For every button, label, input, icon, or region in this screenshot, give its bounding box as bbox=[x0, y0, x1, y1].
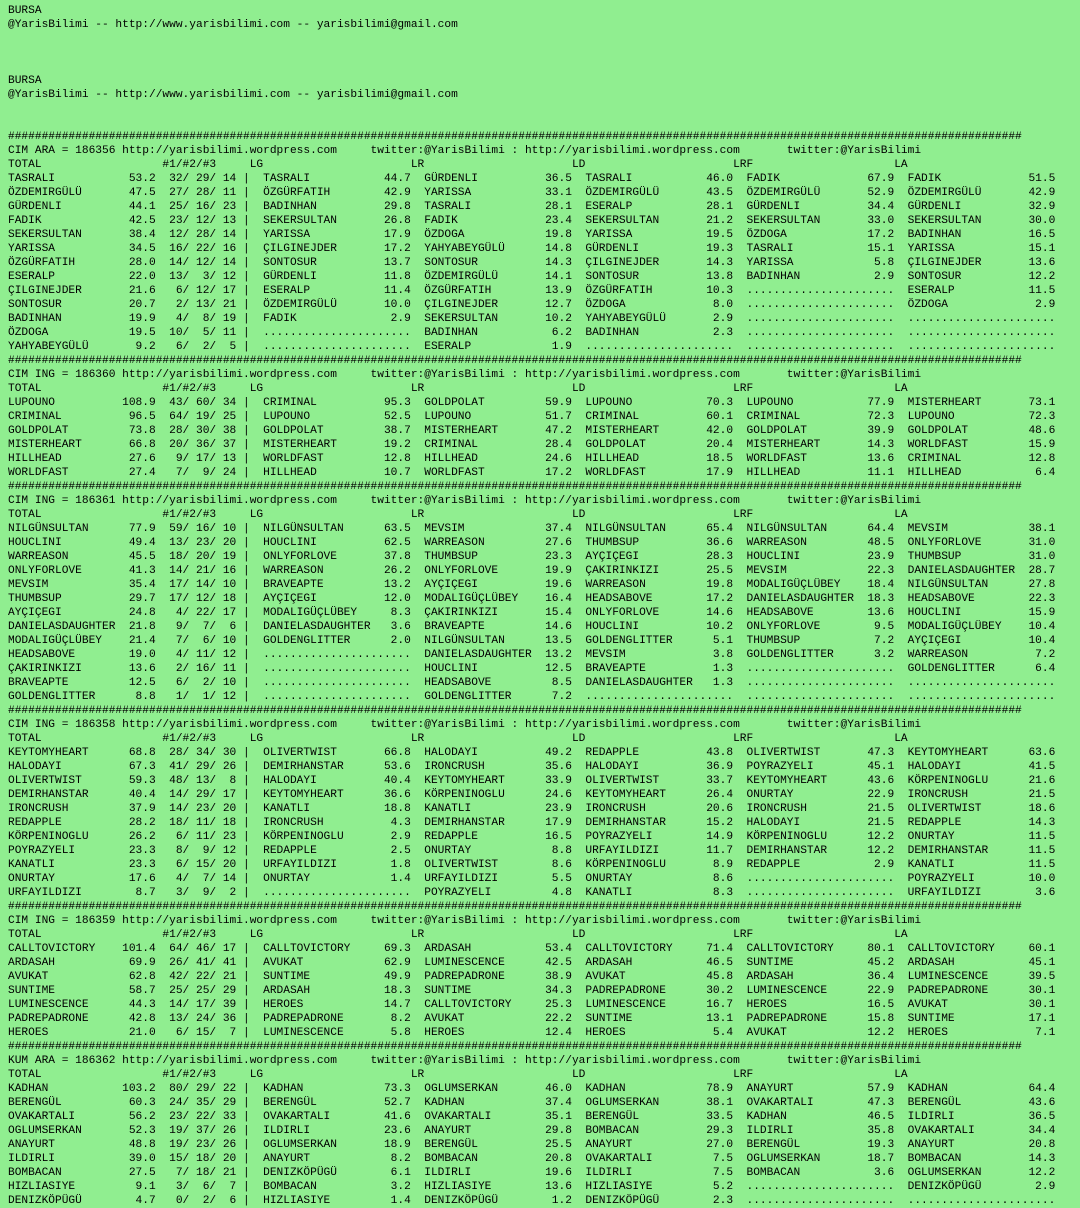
text-line: LUMINESCENCE 44.3 14/ 17/ 39 | HEROES 14.7 CALLTOVICTORY 25.3 LUMINESCENCE 16.7 HEROES 16.5 AVUKAT 30.1 bbox=[8, 999, 1056, 1011]
text-line: BURSA bbox=[8, 5, 42, 17]
text-line: ####################################################################################################################################################### bbox=[8, 355, 1022, 367]
text-line: BERENGÜL 60.3 24/ 35/ 29 | BERENGÜL 52.7 KADHAN 37.4 OGLUMSERKAN 38.1 OVAKARTALI 47.3 BERENGÜL 43.6 bbox=[8, 1097, 1056, 1109]
text-line: KUM ARA = 186362 http://yarisbilimi.wordpress.com twitter:@YarisBilimi : http://yarisbilimi.wordpress.com twitter:@YarisBilimi bbox=[8, 1055, 922, 1067]
text-line: KADHAN 103.2 80/ 29/ 22 | KADHAN 73.3 OGLUMSERKAN 46.0 KADHAN 78.9 ANAYURT 57.9 KADHAN 64.4 bbox=[8, 1083, 1056, 1095]
text-line: TOTAL #1/#2/#3 LG LR LD LRF LA bbox=[8, 929, 908, 941]
text-line: DANIELASDAUGHTER 21.8 9/ 7/ 6 | DANIELASDAUGHTER 3.6 BRAVEAPTE 14.6 HOUCLINI 10.2 ONLYFORLOVE 9.5 MODALIGÜÇLÜBEY 10.4 bbox=[8, 621, 1056, 633]
text-line: NILGÜNSULTAN 77.9 59/ 16/ 10 | NILGÜNSULTAN 63.5 MEVSIM 37.4 NILGÜNSULTAN 65.4 NILGÜNSULTAN 64.4 MEVSIM 38.1 bbox=[8, 523, 1056, 535]
text-line: AYÇIÇEGI 24.8 4/ 22/ 17 | MODALIGÜÇLÜBEY 8.3 ÇAKIRINKIZI 15.4 ONLYFORLOVE 14.6 HEADSABOVE 13.6 HOUCLINI 15.9 bbox=[8, 607, 1056, 619]
text-line: SONTOSUR 20.7 2/ 13/ 21 | ÖZDEMIRGÜLÜ 10.0 ÇILGINEJDER 12.7 ÖZDOGA 8.0 ...................... ÖZDOGA 2.9 bbox=[8, 299, 1056, 311]
text-line: BOMBACAN 27.5 7/ 18/ 21 | DENIZKÖPÜGÜ 6.1 ILDIRLI 19.6 ILDIRLI 7.5 BOMBACAN 3.6 OGLUMSERKAN 12.2 bbox=[8, 1167, 1056, 1179]
text-line bbox=[8, 46, 1080, 60]
text-line: MEVSIM 35.4 17/ 14/ 10 | BRAVEAPTE 13.2 AYÇIÇEGI 19.6 WARREASON 19.8 MODALIGÜÇLÜBEY 18.4 NILGÜNSULTAN 27.8 bbox=[8, 579, 1056, 591]
text-line: HALODAYI 67.3 41/ 29/ 26 | DEMIRHANSTAR 53.6 IRONCRUSH 35.6 HALODAYI 36.9 POYRAZYELI 45.1 HALODAYI 41.5 bbox=[8, 761, 1056, 773]
text-line: CALLTOVICTORY 101.4 64/ 46/ 17 | CALLTOVICTORY 69.3 ARDASAH 53.4 CALLTOVICTORY 71.4 CALLTOVICTORY 80.1 CALLTOVICTORY 60.1 bbox=[8, 943, 1056, 955]
text-line: AVUKAT 62.8 42/ 22/ 21 | SUNTIME 49.9 PADREPADRONE 38.9 AVUKAT 45.8 ARDASAH 36.4 LUMINESCENCE 39.5 bbox=[8, 971, 1056, 983]
text-line: PADREPADRONE 42.8 13/ 24/ 36 | PADREPADRONE 8.2 AVUKAT 22.2 SUNTIME 13.1 PADREPADRONE 15.8 SUNTIME 17.1 bbox=[8, 1013, 1056, 1025]
text-line: @YarisBilimi -- http://www.yarisbilimi.com -- yarisbilimi@gmail.com bbox=[8, 89, 458, 101]
text-line: FADIK 42.5 23/ 12/ 13 | SEKERSULTAN 26.8 FADIK 23.4 SEKERSULTAN 21.2 SEKERSULTAN 33.0 SEKERSULTAN 30.0 bbox=[8, 215, 1056, 227]
text-line bbox=[8, 116, 1080, 130]
text-line: ####################################################################################################################################################### bbox=[8, 901, 1022, 913]
text-line: OLIVERTWIST 59.3 48/ 13/ 8 | HALODAYI 40.4 KEYTOMYHEART 33.9 OLIVERTWIST 33.7 KEYTOMYHEART 43.6 KÖRPENINOGLU 21.6 bbox=[8, 775, 1056, 787]
text-line: ####################################################################################################################################################### bbox=[8, 481, 1022, 493]
text-line: ILDIRLI 39.0 15/ 18/ 20 | ANAYURT 8.2 BOMBACAN 20.8 OVAKARTALI 7.5 OGLUMSERKAN 18.7 BOMBACAN 14.3 bbox=[8, 1153, 1056, 1165]
text-line: ESERALP 22.0 13/ 3/ 12 | GÜRDENLI 11.8 ÖZDEMIRGÜLÜ 14.1 SONTOSUR 13.8 BADINHAN 2.9 SONTOSUR 12.2 bbox=[8, 271, 1056, 283]
text-line: SEKERSULTAN 38.4 12/ 28/ 14 | YARISSA 17.9 ÖZDOGA 19.8 YARISSA 19.5 ÖZDOGA 17.2 BADINHAN 16.5 bbox=[8, 229, 1056, 241]
text-line: ÖZDEMIRGÜLÜ 47.5 27/ 28/ 11 | ÖZGÜRFATIH 42.9 YARISSA 33.1 ÖZDEMIRGÜLÜ 43.5 ÖZDEMIRGÜLÜ 52.9 ÖZDEMIRGÜLÜ 42.9 bbox=[8, 187, 1056, 199]
text-line: TOTAL #1/#2/#3 LG LR LD LRF LA bbox=[8, 509, 908, 521]
text-line: CIM ING = 186359 http://yarisbilimi.wordpress.com twitter:@YarisBilimi : http://yarisbilimi.wordpress.com twitter:@YarisBilimi bbox=[8, 915, 922, 927]
text-line: DEMIRHANSTAR 40.4 14/ 29/ 17 | KEYTOMYHEART 36.6 KÖRPENINOGLU 24.6 KEYTOMYHEART 26.4 ONURTAY 22.9 IRONCRUSH 21.5 bbox=[8, 789, 1056, 801]
text-line: ÖZDOGA 19.5 10/ 5/ 11 | ...................... BADINHAN 6.2 BADINHAN 2.3 ...................... ...................... bbox=[8, 327, 1056, 339]
text-line: OGLUMSERKAN 52.3 19/ 37/ 26 | ILDIRLI 23.6 ANAYURT 29.8 BOMBACAN 29.3 ILDIRLI 35.8 OVAKARTALI 34.4 bbox=[8, 1125, 1056, 1137]
text-line: CIM ING = 186361 http://yarisbilimi.wordpress.com twitter:@YarisBilimi : http://yarisbilimi.wordpress.com twitter:@YarisBilimi bbox=[8, 495, 922, 507]
text-line: @YarisBilimi -- http://www.yarisbilimi.com -- yarisbilimi@gmail.com bbox=[8, 19, 458, 31]
text-line: TOTAL #1/#2/#3 LG LR LD LRF LA bbox=[8, 383, 908, 395]
text-line: KANATLI 23.3 6/ 15/ 20 | URFAYILDIZI 1.8 OLIVERTWIST 8.6 KÖRPENINOGLU 8.9 REDAPPLE 2.9 KANATLI 11.5 bbox=[8, 859, 1056, 871]
text-line: TOTAL #1/#2/#3 LG LR LD LRF LA bbox=[8, 159, 908, 171]
text-line: BURSA bbox=[8, 75, 42, 87]
text-line: ÇILGINEJDER 21.6 6/ 12/ 17 | ESERALP 11.4 ÖZGÜRFATIH 13.9 ÖZGÜRFATIH 10.3 ...................... ESERALP 11.5 bbox=[8, 285, 1056, 297]
text-line: HIZLIASIYE 9.1 3/ 6/ 7 | BOMBACAN 3.2 HIZLIASIYE 13.6 HIZLIASIYE 5.2 ...................... DENIZKÖPÜGÜ 2.9 bbox=[8, 1181, 1056, 1193]
text-line: HILLHEAD 27.6 9/ 17/ 13 | WORLDFAST 12.8 HILLHEAD 24.6 HILLHEAD 18.5 WORLDFAST 13.6 CRIMINAL 12.8 bbox=[8, 453, 1056, 465]
text-line bbox=[8, 102, 1080, 116]
text-line: BADINHAN 19.9 4/ 8/ 19 | FADIK 2.9 SEKERSULTAN 10.2 YAHYABEYGÜLÜ 2.9 ...................... ...................... bbox=[8, 313, 1056, 325]
text-line bbox=[8, 32, 1080, 46]
text-line: TOTAL #1/#2/#3 LG LR LD LRF LA bbox=[8, 1069, 908, 1081]
text-line: KEYTOMYHEART 68.8 28/ 34/ 30 | OLIVERTWIST 66.8 HALODAYI 49.2 REDAPPLE 43.8 OLIVERTWIST 47.3 KEYTOMYHEART 63.6 bbox=[8, 747, 1056, 759]
text-line: IRONCRUSH 37.9 14/ 23/ 20 | KANATLI 18.8 KANATLI 23.9 IRONCRUSH 20.6 IRONCRUSH 21.5 OLIVERTWIST 18.6 bbox=[8, 803, 1056, 815]
text-line: YARISSA 34.5 16/ 22/ 16 | ÇILGINEJDER 17.2 YAHYABEYGÜLÜ 14.8 GÜRDENLI 19.3 TASRALI 15.1 YARISSA 15.1 bbox=[8, 243, 1056, 255]
text-line: THUMBSUP 29.7 17/ 12/ 18 | AYÇIÇEGI 12.0 MODALIGÜÇLÜBEY 16.4 HEADSABOVE 17.2 DANIELASDAUGHTER 18.3 HEADSABOVE 22.3 bbox=[8, 593, 1056, 605]
text-line: SUNTIME 58.7 25/ 25/ 29 | ARDASAH 18.3 SUNTIME 34.3 PADREPADRONE 30.2 LUMINESCENCE 22.9 PADREPADRONE 30.1 bbox=[8, 985, 1056, 997]
text-line: WORLDFAST 27.4 7/ 9/ 24 | HILLHEAD 10.7 WORLDFAST 17.2 WORLDFAST 17.9 HILLHEAD 11.1 HILLHEAD 6.4 bbox=[8, 467, 1056, 479]
text-line: ####################################################################################################################################################### bbox=[8, 705, 1022, 717]
text-line: HOUCLINI 49.4 13/ 23/ 20 | HOUCLINI 62.5 WARREASON 27.6 THUMBSUP 36.6 WARREASON 48.5 ONLYFORLOVE 31.0 bbox=[8, 537, 1056, 549]
text-line: CIM ING = 186358 http://yarisbilimi.wordpress.com twitter:@YarisBilimi : http://yarisbilimi.wordpress.com twitter:@YarisBilimi bbox=[8, 719, 922, 731]
text-line: HEADSABOVE 19.0 4/ 11/ 12 | ...................... DANIELASDAUGHTER 13.2 MEVSIM 3.8 GOLDENGLITTER 3.2 WARREASON 7.2 bbox=[8, 649, 1056, 661]
text-line: ####################################################################################################################################################### bbox=[8, 1041, 1022, 1053]
text-line bbox=[8, 60, 1080, 74]
text-line: CIM ING = 186360 http://yarisbilimi.wordpress.com twitter:@YarisBilimi : http://yarisbilimi.wordpress.com twitter:@YarisBilimi bbox=[8, 369, 922, 381]
text-line: ONURTAY 17.6 4/ 7/ 14 | ONURTAY 1.4 URFAYILDIZI 5.5 ONURTAY 8.6 ...................... POYRAZYELI 10.0 bbox=[8, 873, 1056, 885]
text-line: GOLDPOLAT 73.8 28/ 30/ 38 | GOLDPOLAT 38.7 MISTERHEART 47.2 MISTERHEART 42.0 GOLDPOLAT 39.9 GOLDPOLAT 48.6 bbox=[8, 425, 1056, 437]
text-line: CRIMINAL 96.5 64/ 19/ 25 | LUPOUNO 52.5 LUPOUNO 51.7 CRIMINAL 60.1 CRIMINAL 72.3 LUPOUNO 72.3 bbox=[8, 411, 1056, 423]
text-line: OVAKARTALI 56.2 23/ 22/ 33 | OVAKARTALI 41.6 OVAKARTALI 35.1 BERENGÜL 33.5 KADHAN 46.5 ILDIRLI 36.5 bbox=[8, 1111, 1056, 1123]
text-line: HEROES 21.0 6/ 15/ 7 | LUMINESCENCE 5.8 HEROES 12.4 HEROES 5.4 AVUKAT 12.2 HEROES 7.1 bbox=[8, 1027, 1056, 1039]
text-line: POYRAZYELI 23.3 8/ 9/ 12 | REDAPPLE 2.5 ONURTAY 8.8 URFAYILDIZI 11.7 DEMIRHANSTAR 12.2 DEMIRHANSTAR 11.5 bbox=[8, 845, 1056, 857]
text-line: YAHYABEYGÜLÜ 9.2 6/ 2/ 5 | ...................... ESERALP 1.9 ...................... ...................... ...................... bbox=[8, 341, 1056, 353]
text-line: GÜRDENLI 44.1 25/ 16/ 23 | BADINHAN 29.8 TASRALI 28.1 ESERALP 28.1 GÜRDENLI 34.4 GÜRDENLI 32.9 bbox=[8, 201, 1056, 213]
text-line: TASRALI 53.2 32/ 29/ 14 | TASRALI 44.7 GÜRDENLI 36.5 TASRALI 46.0 FADIK 67.9 FADIK 51.5 bbox=[8, 173, 1056, 185]
text-line: LUPOUNO 108.9 43/ 60/ 34 | CRIMINAL 95.3 GOLDPOLAT 59.9 LUPOUNO 70.3 LUPOUNO 77.9 MISTERHEART 73.1 bbox=[8, 397, 1056, 409]
text-line: DENIZKÖPÜGÜ 4.7 0/ 2/ 6 | HIZLIASIYE 1.4 DENIZKÖPÜGÜ 1.2 DENIZKÖPÜGÜ 2.3 ...................... ...................... bbox=[8, 1195, 1056, 1207]
text-line: MODALIGÜÇLÜBEY 21.4 7/ 6/ 10 | GOLDENGLITTER 2.0 NILGÜNSULTAN 13.5 GOLDENGLITTER 5.1 THUMBSUP 7.2 AYÇIÇEGI 10.4 bbox=[8, 635, 1056, 647]
text-line: WARREASON 45.5 18/ 20/ 19 | ONLYFORLOVE 37.8 THUMBSUP 23.3 AYÇIÇEGI 28.3 HOUCLINI 23.9 THUMBSUP 31.0 bbox=[8, 551, 1056, 563]
text-line: ÇAKIRINKIZI 13.6 2/ 16/ 11 | ...................... HOUCLINI 12.5 BRAVEAPTE 1.3 ...................... GOLDENGLITTER 6.4 bbox=[8, 663, 1056, 675]
text-line: KÖRPENINOGLU 26.2 6/ 11/ 23 | KÖRPENINOGLU 2.9 REDAPPLE 16.5 POYRAZYELI 14.9 KÖRPENINOGLU 12.2 ONURTAY 11.5 bbox=[8, 831, 1056, 843]
text-line: REDAPPLE 28.2 18/ 11/ 18 | IRONCRUSH 4.3 DEMIRHANSTAR 17.9 DEMIRHANSTAR 15.2 HALODAYI 21.5 REDAPPLE 14.3 bbox=[8, 817, 1056, 829]
text-line: ANAYURT 48.8 19/ 23/ 26 | OGLUMSERKAN 18.9 BERENGÜL 25.5 ANAYURT 27.0 BERENGÜL 19.3 ANAYURT 20.8 bbox=[8, 1139, 1056, 1151]
text-line: ONLYFORLOVE 41.3 14/ 21/ 16 | WARREASON 26.2 ONLYFORLOVE 19.9 ÇAKIRINKIZI 25.5 MEVSIM 22.3 DANIELASDAUGHTER 28.7 bbox=[8, 565, 1056, 577]
text-line: TOTAL #1/#2/#3 LG LR LD LRF LA bbox=[8, 733, 908, 745]
text-line: BRAVEAPTE 12.5 6/ 2/ 10 | ...................... HEADSABOVE 8.5 DANIELASDAUGHTER 1.3 ...................... ...................... bbox=[8, 677, 1056, 689]
text-line: GOLDENGLITTER 8.8 1/ 1/ 12 | ...................... GOLDENGLITTER 7.2 ...................... ...................... ...................... bbox=[8, 691, 1056, 703]
text-line: ÖZGÜRFATIH 28.0 14/ 12/ 14 | SONTOSUR 13.7 SONTOSUR 14.3 ÇILGINEJDER 14.3 YARISSA 5.8 ÇILGINEJDER 13.6 bbox=[8, 257, 1056, 269]
text-line: URFAYILDIZI 8.7 3/ 9/ 2 | ...................... POYRAZYELI 4.8 KANATLI 8.3 ...................... URFAYILDIZI 3.6 bbox=[8, 887, 1056, 899]
text-line: MISTERHEART 66.8 20/ 36/ 37 | MISTERHEART 19.2 CRIMINAL 28.4 GOLDPOLAT 20.4 MISTERHEART 14.3 WORLDFAST 15.9 bbox=[8, 439, 1056, 451]
text-line: ####################################################################################################################################################### bbox=[8, 131, 1022, 143]
text-line: CIM ARA = 186356 http://yarisbilimi.wordpress.com twitter:@YarisBilimi : http://yarisbilimi.wordpress.com twitter:@YarisBilimi bbox=[8, 145, 922, 157]
text-line: ARDASAH 69.9 26/ 41/ 41 | AVUKAT 62.9 LUMINESCENCE 42.5 ARDASAH 46.5 SUNTIME 45.2 ARDASAH 45.1 bbox=[8, 957, 1056, 969]
